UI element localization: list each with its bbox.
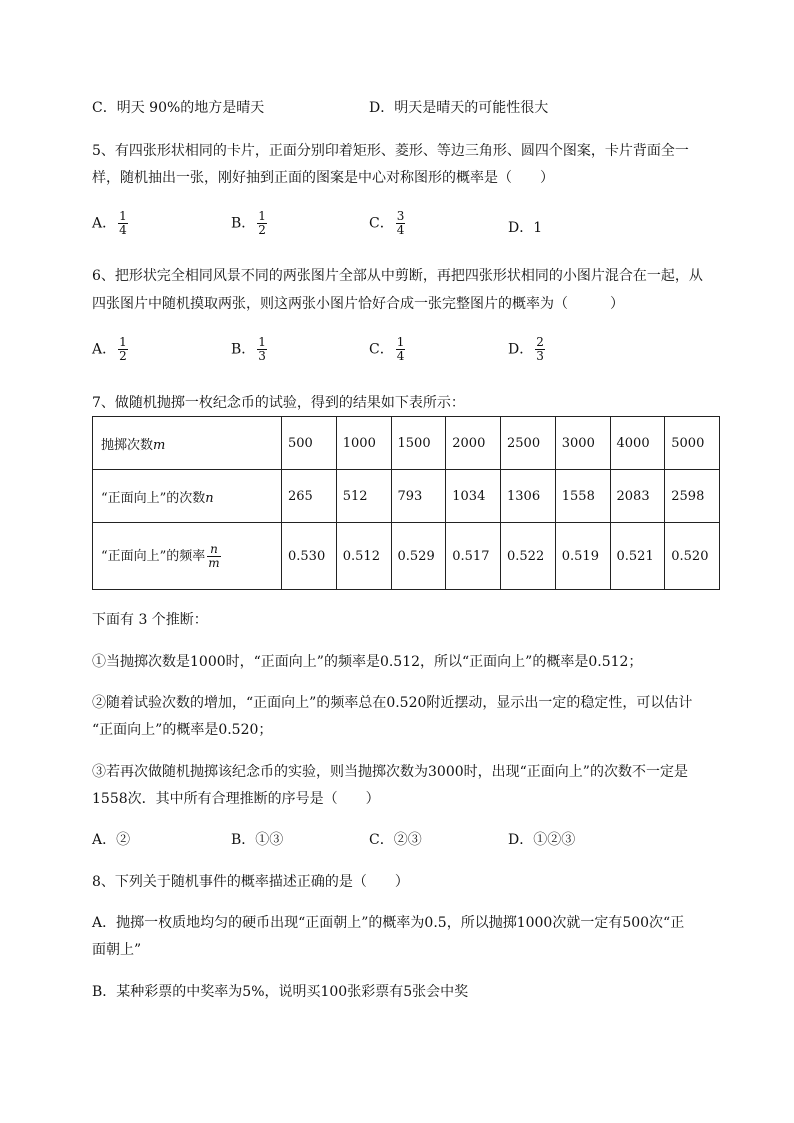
q6-option-a: A． $\frac{1}{2}$ [92,335,127,363]
q6-stem-line2: 四张图片中随机摸取两张，则这两张小图片恰好合成一张完整图片的概率为（ ） [92,296,624,312]
table-cell: 0.529 [391,523,446,590]
table-cell: 0.512 [336,523,391,590]
table-cell: 500 [282,417,337,470]
q6-stem-line1: 6、把形状完全相同风景不同的两张图片全部从中剪断，再把四张形状相同的小图片混合在一起，从 [92,268,703,284]
q7-intro: 7、做随机抛掷一枚纪念币的试验，得到的结果如下表所示： [92,395,465,411]
q7-option-b: B．①③ [231,832,284,848]
q7-inferences-heading: 下面有 3 个推断： [92,612,208,628]
table-cell: 0.522 [501,523,556,590]
q7-statement-2-line1: ②随着试验次数的增加，“正面向上”的频率总在0.520附近摆动，显示出一定的稳定性，可以估计 [92,695,693,711]
q8-option-b: B．某种彩票的中奖率为5%，说明买100张彩票有5张会中奖 [92,984,469,1000]
row-label-throws: 抛掷次数m [93,417,282,470]
table-cell: 0.530 [282,523,337,590]
results-table [92,416,720,590]
q8-stem: 8、下列关于随机事件的概率描述正确的是（ ） [92,874,409,890]
table-cell: 0.521 [610,523,665,590]
q5-stem-line2: 样，随机抽出一张，刚好抽到正面的图案是中心对称图形的概率是（ ） [92,170,554,186]
q7-statement-2-line2: “正面向上”的概率是0.520； [92,722,273,738]
table-row [93,470,720,523]
q7-statement-3-line2: 1558次．其中所有合理推断的序号是（ ） [92,791,380,807]
q5-option-c: C． $\frac{3}{4}$ [369,209,405,237]
table-cell: 512 [336,470,391,523]
table-cell: 265 [282,470,337,523]
q5-option-d: D．1 [508,220,543,236]
q7-option-c: C．②③ [369,832,422,848]
q7-option-d: D．①②③ [508,832,576,848]
q7-option-a: A．② [92,832,131,848]
q6-option-c: C． $\frac{1}{4}$ [369,335,405,363]
q7-statement-1: ①当抛掷次数是1000时，“正面向上”的频率是0.512，所以“正面向上”的概率是0.512； [92,654,643,670]
table-cell: 4000 [610,417,665,470]
row-label-heads-count: “正面向上”的次数n [93,470,282,523]
q5-stem-line1: 5、有四张形状相同的卡片，正面分别印着矩形、菱形、等边三角形、圆四个图案，卡片背面全一 [92,143,689,159]
option-c-text: C．明天 90%的地方是晴天 [92,100,265,116]
q6-option-b: B． $\frac{1}{3}$ [231,335,266,363]
q6-option-d: D． $\frac{2}{3}$ [508,335,544,363]
table-row [93,523,720,590]
table-cell: 0.520 [665,523,720,590]
table-cell: 1034 [446,470,501,523]
option-d-text: D．明天是晴天的可能性很大 [369,100,549,116]
table-cell: 2500 [501,417,556,470]
table-cell: 1558 [555,470,610,523]
table-cell: 0.517 [446,523,501,590]
table-cell: 2598 [665,470,720,523]
q5-option-a: A． $\frac{1}{4}$ [92,209,127,237]
table-cell: 0.519 [555,523,610,590]
table-cell: 2000 [446,417,501,470]
table-cell: 2083 [610,470,665,523]
q5-option-b: B． $\frac{1}{2}$ [231,209,266,237]
row-label-heads-frequency: “正面向上”的频率 $\frac{n}{m}$ [93,523,282,590]
table-cell: 1500 [391,417,446,470]
table-row [93,417,720,470]
q7-statement-3-line1: ③若再次做随机抛掷该纪念币的实验，则当抛掷次数为3000时，出现“正面向上”的次数不一定是 [92,764,688,780]
q8-option-a-line1: A．抛掷一枚质地均匀的硬币出现“正面朝上”的概率为0.5，所以抛掷1000次就一定有500次“正 [92,915,685,931]
table-cell: 793 [391,470,446,523]
q8-option-a-line2: 面朝上” [92,942,142,958]
table-cell: 1000 [336,417,391,470]
table-cell: 3000 [555,417,610,470]
table-cell: 1306 [501,470,556,523]
table-cell: 5000 [665,417,720,470]
